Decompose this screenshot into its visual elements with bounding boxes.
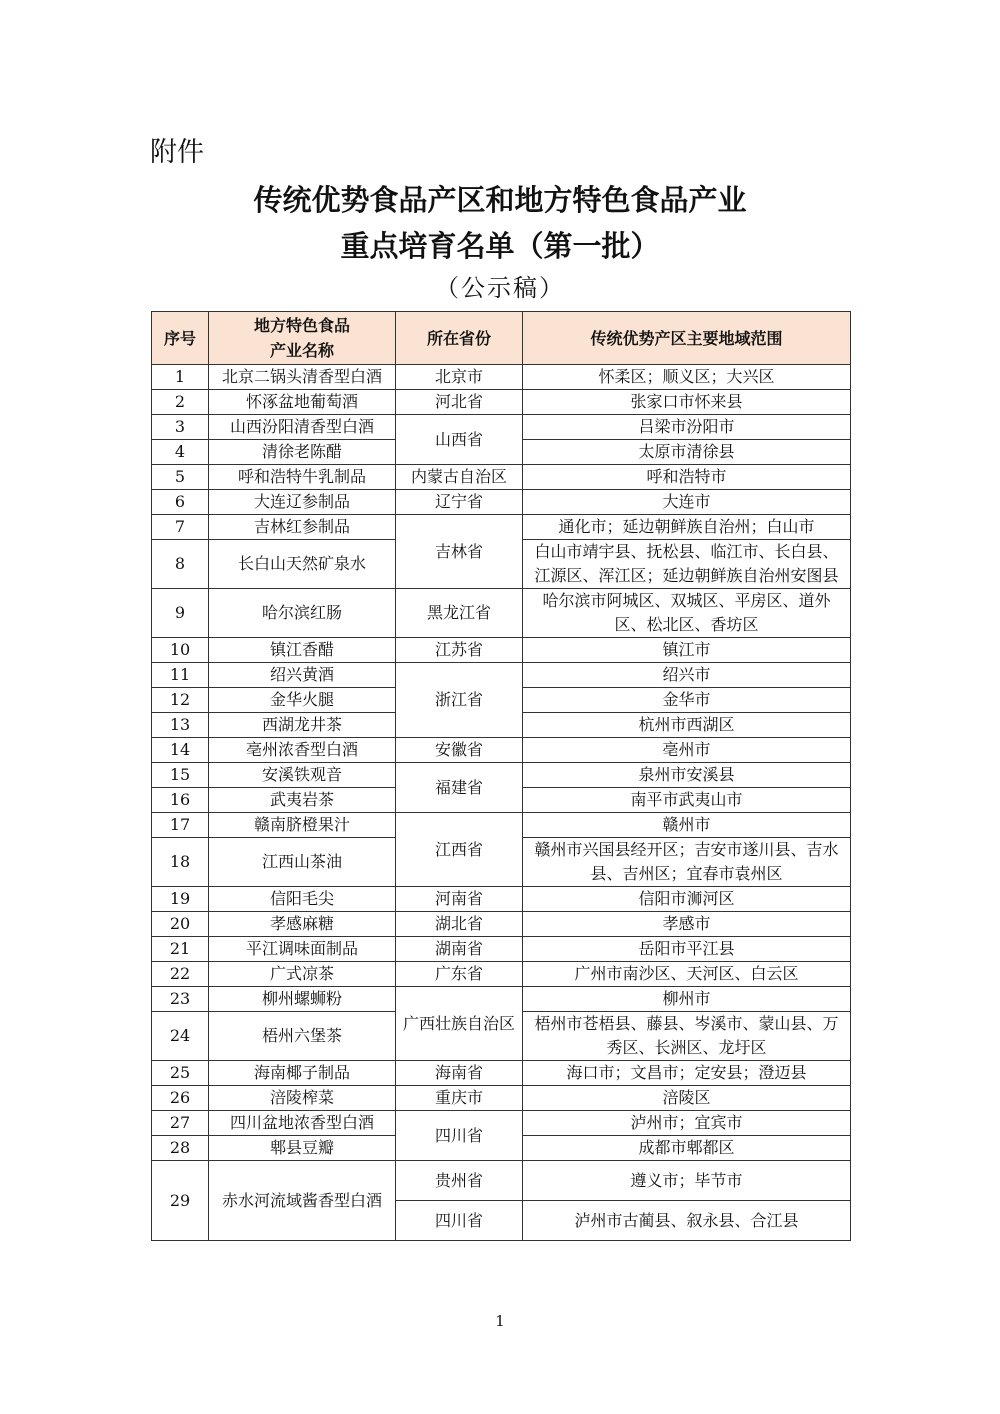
row-no: 22	[152, 962, 209, 987]
row-name: 梧州六堡茶	[209, 1012, 396, 1061]
table-row	[152, 490, 851, 515]
table-row	[152, 1086, 851, 1111]
row-region: 呼和浩特市	[523, 465, 851, 490]
row-name: 西湖龙井茶	[209, 713, 396, 738]
row-region: 哈尔滨市阿城区、双城区、平房区、道外区、松北区、香坊区	[523, 589, 851, 638]
row-no: 10	[152, 638, 209, 663]
table-row	[152, 912, 851, 937]
document-title-line1: 传统优势食品产区和地方特色食品产业	[253, 183, 747, 217]
row-no: 3	[152, 415, 209, 440]
row-province: 湖北省	[396, 912, 523, 937]
row-name: 赤水河流域酱香型白酒	[209, 1161, 396, 1241]
row-province: 江苏省	[396, 638, 523, 663]
table-row	[152, 1111, 851, 1136]
row-region: 通化市；延边朝鲜族自治州；白山市	[523, 515, 851, 540]
row-no: 18	[152, 838, 209, 887]
row-region: 泸州市古蔺县、叙永县、合江县	[523, 1201, 851, 1241]
row-region: 吕梁市汾阳市	[523, 415, 851, 440]
row-no: 29	[152, 1161, 209, 1241]
row-region: 绍兴市	[523, 663, 851, 688]
table-row	[152, 962, 851, 987]
table-row	[152, 937, 851, 962]
header-region: 传统优势产区主要地域范围	[523, 312, 851, 365]
row-region: 岳阳市平江县	[523, 937, 851, 962]
row-name: 吉林红参制品	[209, 515, 396, 540]
row-region: 杭州市西湖区	[523, 713, 851, 738]
table-row	[152, 887, 851, 912]
table-row	[152, 465, 851, 490]
row-no: 16	[152, 788, 209, 813]
row-region: 海口市；文昌市；定安县；澄迈县	[523, 1061, 851, 1086]
row-no: 8	[152, 540, 209, 589]
row-region: 怀柔区；顺义区；大兴区	[523, 365, 851, 390]
row-province: 浙江省	[396, 663, 523, 738]
row-no: 11	[152, 663, 209, 688]
row-region: 赣州市兴国县经开区；吉安市遂川县、吉水县、吉州区；宜春市袁州区	[523, 838, 851, 887]
row-province: 辽宁省	[396, 490, 523, 515]
row-no: 20	[152, 912, 209, 937]
row-province: 江西省	[396, 813, 523, 887]
table-row	[152, 365, 851, 390]
row-province: 贵州省	[396, 1161, 523, 1201]
row-no: 27	[152, 1111, 209, 1136]
row-name: 山西汾阳清香型白酒	[209, 415, 396, 440]
row-province: 黑龙江省	[396, 589, 523, 638]
row-province: 河南省	[396, 887, 523, 912]
row-province: 吉林省	[396, 515, 523, 589]
row-region: 赣州市	[523, 813, 851, 838]
row-no: 17	[152, 813, 209, 838]
row-region: 张家口市怀来县	[523, 390, 851, 415]
row-province: 广西壮族自治区	[396, 987, 523, 1061]
header-no: 序号	[152, 312, 209, 365]
row-no: 2	[152, 390, 209, 415]
row-province: 四川省	[396, 1201, 523, 1241]
table-header-row	[152, 312, 851, 365]
row-region: 大连市	[523, 490, 851, 515]
row-name: 镇江香醋	[209, 638, 396, 663]
row-name: 哈尔滨红肠	[209, 589, 396, 638]
row-name: 绍兴黄酒	[209, 663, 396, 688]
row-name: 北京二锅头清香型白酒	[209, 365, 396, 390]
table-row	[152, 515, 851, 540]
table-row	[152, 987, 851, 1012]
table-row	[152, 813, 851, 838]
row-name: 安溪铁观音	[209, 763, 396, 788]
row-region: 镇江市	[523, 638, 851, 663]
row-no: 25	[152, 1061, 209, 1086]
row-name: 怀涿盆地葡萄酒	[209, 390, 396, 415]
row-name: 金华火腿	[209, 688, 396, 713]
row-no: 9	[152, 589, 209, 638]
row-name: 孝感麻糖	[209, 912, 396, 937]
row-province: 福建省	[396, 763, 523, 813]
row-no: 4	[152, 440, 209, 465]
row-name: 柳州螺蛳粉	[209, 987, 396, 1012]
row-province: 安徽省	[396, 738, 523, 763]
header-name-line1: 地方特色食品	[253, 316, 350, 335]
row-province: 海南省	[396, 1061, 523, 1086]
row-region: 太原市清徐县	[523, 440, 851, 465]
row-name: 亳州浓香型白酒	[209, 738, 396, 763]
row-region: 遵义市；毕节市	[523, 1161, 851, 1201]
table-row	[152, 738, 851, 763]
row-name: 海南椰子制品	[209, 1061, 396, 1086]
row-name: 大连辽参制品	[209, 490, 396, 515]
row-region: 泸州市；宜宾市	[523, 1111, 851, 1136]
row-no: 14	[152, 738, 209, 763]
row-region: 南平市武夷山市	[523, 788, 851, 813]
row-no: 13	[152, 713, 209, 738]
row-region: 涪陵区	[523, 1086, 851, 1111]
row-province: 内蒙古自治区	[396, 465, 523, 490]
table-row	[152, 638, 851, 663]
row-name: 平江调味面制品	[209, 937, 396, 962]
row-no: 23	[152, 987, 209, 1012]
row-region: 成都市郫都区	[523, 1136, 851, 1161]
row-name: 四川盆地浓香型白酒	[209, 1111, 396, 1136]
row-no: 1	[152, 365, 209, 390]
header-name	[209, 312, 396, 365]
table-row	[152, 589, 851, 638]
table-row	[152, 1061, 851, 1086]
row-region: 亳州市	[523, 738, 851, 763]
row-no: 6	[152, 490, 209, 515]
table-row	[152, 1161, 851, 1201]
row-region: 金华市	[523, 688, 851, 713]
row-name: 长白山天然矿泉水	[209, 540, 396, 589]
row-province: 四川省	[396, 1111, 523, 1161]
row-province: 湖南省	[396, 937, 523, 962]
row-name: 武夷岩茶	[209, 788, 396, 813]
row-name: 清徐老陈醋	[209, 440, 396, 465]
table-row	[152, 415, 851, 440]
food-industry-table	[151, 311, 851, 1241]
row-region: 白山市靖宇县、抚松县、临江市、长白县、江源区、浑江区；延边朝鲜族自治州安图县	[523, 540, 851, 589]
row-region: 孝感市	[523, 912, 851, 937]
table-row	[152, 763, 851, 788]
row-name: 广式凉茶	[209, 962, 396, 987]
row-no: 21	[152, 937, 209, 962]
row-name: 涪陵榨菜	[209, 1086, 396, 1111]
row-no: 19	[152, 887, 209, 912]
row-no: 26	[152, 1086, 209, 1111]
row-province: 山西省	[396, 415, 523, 465]
table-row	[152, 663, 851, 688]
row-province: 河北省	[396, 390, 523, 415]
header-name-line2: 产业名称	[269, 341, 334, 360]
row-region: 泉州市安溪县	[523, 763, 851, 788]
row-name: 信阳毛尖	[209, 887, 396, 912]
row-province: 北京市	[396, 365, 523, 390]
header-province: 所在省份	[396, 312, 523, 365]
row-region: 柳州市	[523, 987, 851, 1012]
document-subtitle: （公示稿）	[435, 274, 565, 302]
row-no: 24	[152, 1012, 209, 1061]
row-province: 重庆市	[396, 1086, 523, 1111]
row-no: 15	[152, 763, 209, 788]
document-title-line2: 重点培育名单（第一批）	[340, 229, 660, 263]
row-region: 广州市南沙区、天河区、白云区	[523, 962, 851, 987]
row-name: 呼和浩特牛乳制品	[209, 465, 396, 490]
row-name: 江西山茶油	[209, 838, 396, 887]
row-no: 28	[152, 1136, 209, 1161]
row-region: 梧州市苍梧县、藤县、岑溪市、蒙山县、万秀区、长洲区、龙圩区	[523, 1012, 851, 1061]
row-region: 信阳市浉河区	[523, 887, 851, 912]
row-no: 7	[152, 515, 209, 540]
row-no: 5	[152, 465, 209, 490]
page-number: 1	[495, 1312, 505, 1330]
row-name: 郫县豆瓣	[209, 1136, 396, 1161]
table-row	[152, 390, 851, 415]
row-name: 赣南脐橙果汁	[209, 813, 396, 838]
row-province: 广东省	[396, 962, 523, 987]
attachment-label: 附件	[150, 137, 204, 168]
row-no: 12	[152, 688, 209, 713]
